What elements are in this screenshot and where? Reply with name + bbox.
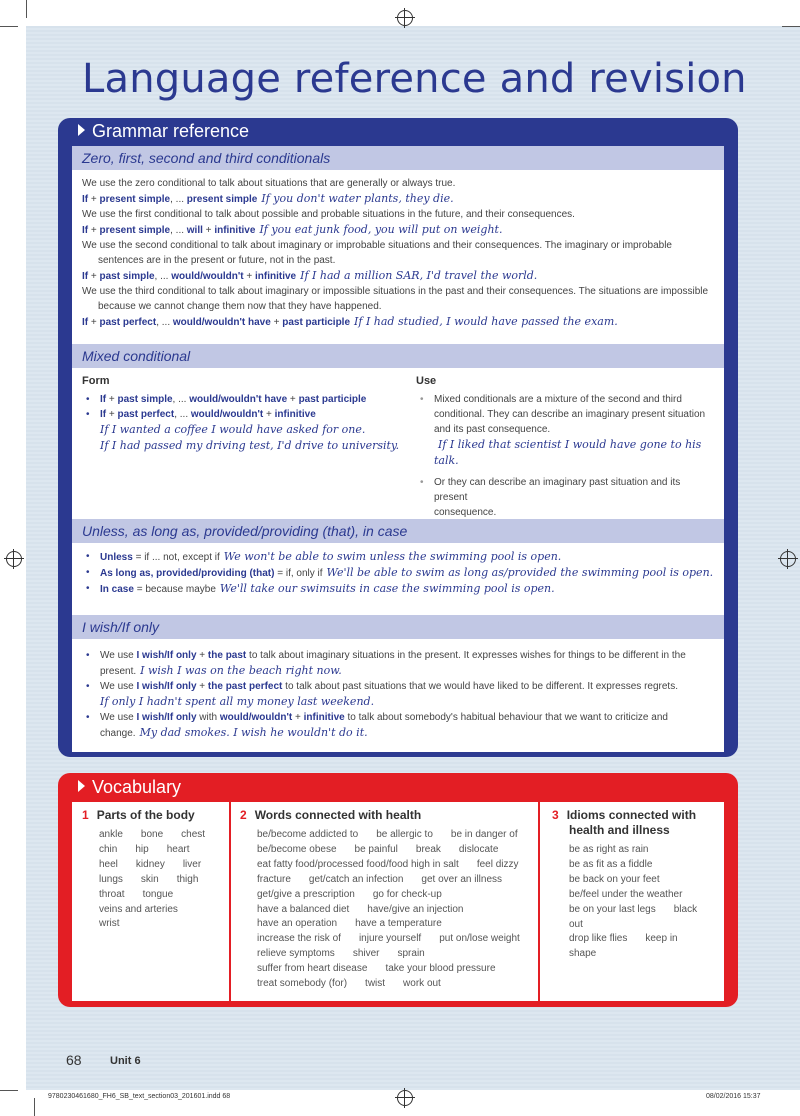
vocab-row xyxy=(99,858,232,873)
vocab-row xyxy=(99,843,232,858)
vocab-word: get over an illness xyxy=(421,873,503,885)
vocab-word: dislocate xyxy=(458,843,499,855)
list-item: • We use I wish/If only with would/wouldn't + infinitive to talk about somebody's habitual behaviour that we want to criticize and change. My dad smokes. I wish he wouldn't do it. xyxy=(82,710,722,741)
section-heading-unless: Unless, as long as, provided/providing (that), in case xyxy=(72,519,724,543)
registration-mark-icon xyxy=(397,1090,413,1106)
column-divider xyxy=(229,802,231,1001)
vocab-row xyxy=(257,977,540,992)
grammar-content xyxy=(72,146,724,752)
vocab-row xyxy=(99,888,232,903)
vocab-row xyxy=(257,843,540,858)
grammar-heading: Grammar reference xyxy=(78,121,249,142)
vocab-word: chest xyxy=(181,829,206,840)
page-title: Language reference and revision xyxy=(82,56,747,102)
section-heading-conditionals: Zero, first, second and third conditionals xyxy=(72,146,724,170)
list-item: • Or they can describe an imaginary past situation and its present consequence. xyxy=(416,475,716,536)
vocab-row xyxy=(99,873,232,888)
vocab-word: relieve symptoms xyxy=(257,948,335,960)
vocab-word: have/give an injection xyxy=(367,903,464,915)
vocab-word: chin xyxy=(99,843,118,855)
list-item: • If + past simple, ... would/wouldn't have + past participle xyxy=(82,392,402,407)
vocab-row xyxy=(257,947,540,962)
vocab-word: put on/lose weight xyxy=(439,933,520,945)
conditionals-body: We use the zero conditional to talk about situations that are generally or always true. If + present simple, ... present simple If you don't water plants, they die. We use the first conditional to talk about possible and probable situations in the future, and their consequences. If + present simple, ... will + infinitive If you eat junk food, you will put on weight. We use the second conditional to talk about imaginary or improbable situations and their consequences. The imaginary or improbable sentences are in the present or future, not in the past. If + past simple, ... would/wouldn't + infinitive If I had a million SAR, I'd travel the world. We use the third conditional to talk about imaginary or impossible situations in the past and their consequences. The situations are impossible because we cannot change them now that they have happened. If + past perfect, ... would/wouldn't have + past participle If I had studied, I would have passed the exam. xyxy=(82,176,722,330)
vocab-column-health: 2 Words connected with health be/become addicted to be allergic to be in danger of be/become obese be painful break dislocate eat fatty food/processed food/food high in salt feel dizzy fracture get/catch an infection get over an illness get/give a prescription go for check-up have a balanced diet have/give an injection have an operation have a temperature increase the risk of injure yourself put on/lose weight relieve symptoms shiver sprain suffer from heart disease take your blood pressure treat somebody (for) twist work out xyxy=(240,802,540,1001)
vocab-row xyxy=(257,888,540,903)
vocab-word: tongue xyxy=(142,888,174,900)
vocab-word-list xyxy=(82,828,232,932)
vocab-word: be allergic to xyxy=(376,829,433,840)
vocab-row xyxy=(99,903,232,918)
vocab-word: be as right as rain xyxy=(569,844,649,855)
vocab-word: heel xyxy=(99,858,118,870)
vocab-word: black out xyxy=(569,903,698,930)
vocab-word: suffer from heart disease xyxy=(257,963,368,975)
vocab-word: hip xyxy=(135,843,149,855)
vocab-row xyxy=(257,903,540,918)
vocab-row xyxy=(99,828,232,843)
vocab-row xyxy=(569,843,722,858)
vocab-word: injure yourself xyxy=(358,933,422,945)
triangle-icon xyxy=(78,124,85,136)
vocab-word: skin xyxy=(140,873,159,885)
list-item: • Unless = if ... not, except if We won't be able to swim unless the swimming pool is open. xyxy=(82,549,722,565)
vocab-word: ankle xyxy=(99,829,123,840)
vocab-word: work out xyxy=(403,978,441,990)
vocab-word: drop like flies xyxy=(569,933,628,945)
vocab-word: be back on your feet xyxy=(569,873,660,885)
vocab-row xyxy=(257,873,540,888)
crop-mark xyxy=(782,26,800,27)
vocab-word: liver xyxy=(182,858,202,870)
vocab-word: get/catch an infection xyxy=(308,873,404,885)
vocab-word: lungs xyxy=(99,873,123,885)
vocab-word: take your blood pressure xyxy=(385,963,496,975)
vocab-word: feel dizzy xyxy=(476,858,519,870)
column-divider xyxy=(538,802,540,1001)
vocab-word: have a balanced diet xyxy=(257,903,350,915)
registration-mark-icon xyxy=(780,551,796,567)
vocab-word-list xyxy=(240,828,540,992)
vocab-word: veins and arteries xyxy=(99,903,178,915)
crop-mark xyxy=(34,1098,35,1116)
vocab-row xyxy=(257,828,540,843)
third-conditional-form: If + past perfect, ... would/wouldn't have + past participle If I had studied, I would have passed the exam. xyxy=(82,315,618,328)
crop-mark xyxy=(0,26,18,27)
registration-mark-icon xyxy=(6,551,22,567)
vocab-row xyxy=(569,932,722,962)
vocab-word: heart xyxy=(166,843,190,855)
grammar-reference-panel xyxy=(58,118,738,757)
vocab-word: go for check-up xyxy=(372,888,442,900)
unit-label: Unit 6 xyxy=(110,1055,141,1067)
mixed-use: Use • Mixed conditionals are a mixture of the second and third conditional. They can describe an imaginary present situation and its past consequence. If I liked that scientist I would have gone to his talk. • Or they can describe an imaginary past situation and its present consequence. xyxy=(416,374,716,536)
triangle-icon xyxy=(78,780,85,792)
registration-mark-icon xyxy=(397,10,413,26)
vocab-word: be painful xyxy=(354,843,398,855)
list-item: • We use I wish/If only + the past to talk about imaginary situations in the present. It expresses wishes for things to be different in the present. I wish I was on the beach right now. xyxy=(82,648,722,679)
vocab-word: have an operation xyxy=(257,918,338,930)
vocab-word: thigh xyxy=(176,873,199,885)
vocab-row xyxy=(257,932,540,947)
footer-file-info: 9780230461680_FH6_SB_text_section03_201601.indd 68 xyxy=(48,1093,231,1100)
vocab-word: bone xyxy=(140,829,164,840)
list-item: • Mixed conditionals are a mixture of the second and third conditional. They can describe an imaginary present situation and its past consequence. If I liked that scientist I would have gone to his talk. xyxy=(416,392,716,469)
list-item: • As long as, provided/providing (that) = if, only if We'll be able to swim as long as/provided the swimming pool is open. xyxy=(82,565,722,581)
list-item: • In case = because maybe We'll take our swimsuits in case the swimming pool is open. xyxy=(82,581,722,597)
vocab-word: be on your last legs xyxy=(569,903,656,915)
vocab-word: have a temperature xyxy=(355,918,442,930)
vocab-column-idioms: 3 Idioms connected with health and illness be as right as rain be as fit as a fiddle be back on your feet be/feel under the weather be on your last legs black out drop like flies keep in shape xyxy=(552,802,722,1001)
crop-mark xyxy=(26,0,27,18)
vocab-word: sprain xyxy=(397,948,425,960)
vocab-word: be in danger of xyxy=(450,829,518,840)
vocabulary-content xyxy=(72,802,724,1001)
vocab-word: increase the risk of xyxy=(257,933,341,945)
vocab-word: kidney xyxy=(135,858,165,870)
vocab-word: shiver xyxy=(352,948,380,960)
vocab-word: treat somebody (for) xyxy=(257,978,348,990)
vocab-word: keep in shape xyxy=(569,933,678,960)
section-heading-wish: I wish/If only xyxy=(72,615,724,639)
vocab-row xyxy=(569,858,722,873)
vocab-word: throat xyxy=(99,888,125,900)
section-heading-mixed: Mixed conditional xyxy=(72,344,724,368)
mixed-form: Form • If + past simple, ... would/wouldn't have + past participle • If + past perfect, ... would/wouldn't + infinitive If I wanted a coffee I would have asked for one. If I had passed my driving test, I'd drive to university. xyxy=(82,374,402,454)
vocab-column-body: 1 Parts of the body ankle bone chest chin hip heart heel kidney liver lungs skin thigh throat tongue veins and arteries wrist xyxy=(82,802,232,1001)
unless-body xyxy=(82,549,722,597)
vocab-word: be/become addicted to xyxy=(257,829,359,840)
footer-date: 08/02/2016 15:37 xyxy=(706,1093,761,1100)
vocab-word: wrist xyxy=(99,918,120,930)
vocab-row xyxy=(569,888,722,903)
zero-conditional-form: If + present simple, ... present simple If you don't water plants, they die. xyxy=(82,192,454,205)
first-conditional-form: If + present simple, ... will + infinitive If you eat junk food, you will put on weight. xyxy=(82,223,503,236)
list-item: • We use I wish/If only + the past perfect to talk about past situations that we would have liked to be different. It expresses regrets. If only I hadn't spent all my money last weekend. xyxy=(82,679,722,710)
vocab-word: eat fatty food/processed food/food high in salt xyxy=(257,858,459,870)
crop-mark xyxy=(0,1090,18,1091)
vocab-row xyxy=(257,962,540,977)
vocab-word-list xyxy=(552,843,722,962)
vocab-word: break xyxy=(415,843,441,855)
vocab-word: get/give a prescription xyxy=(257,888,355,900)
vocab-row xyxy=(569,873,722,888)
page-number: 68 xyxy=(66,1052,82,1068)
vocab-word: be as fit as a fiddle xyxy=(569,858,653,870)
second-conditional-form: If + past simple, ... would/wouldn't + infinitive If I had a million SAR, I'd travel the world. xyxy=(82,269,538,282)
vocab-row xyxy=(99,917,232,932)
vocabulary-panel xyxy=(58,773,738,1007)
vocab-row xyxy=(257,858,540,873)
wish-body xyxy=(82,648,722,741)
vocab-word: fracture xyxy=(257,873,291,885)
vocab-word: twist xyxy=(365,978,386,990)
list-item: • If + past perfect, ... would/wouldn't + infinitive xyxy=(82,407,402,422)
vocab-word: be/feel under the weather xyxy=(569,888,683,900)
vocab-word: be/become obese xyxy=(257,843,337,855)
vocab-row xyxy=(569,903,722,933)
vocabulary-heading: Vocabulary xyxy=(78,777,181,798)
vocab-row xyxy=(257,917,540,932)
